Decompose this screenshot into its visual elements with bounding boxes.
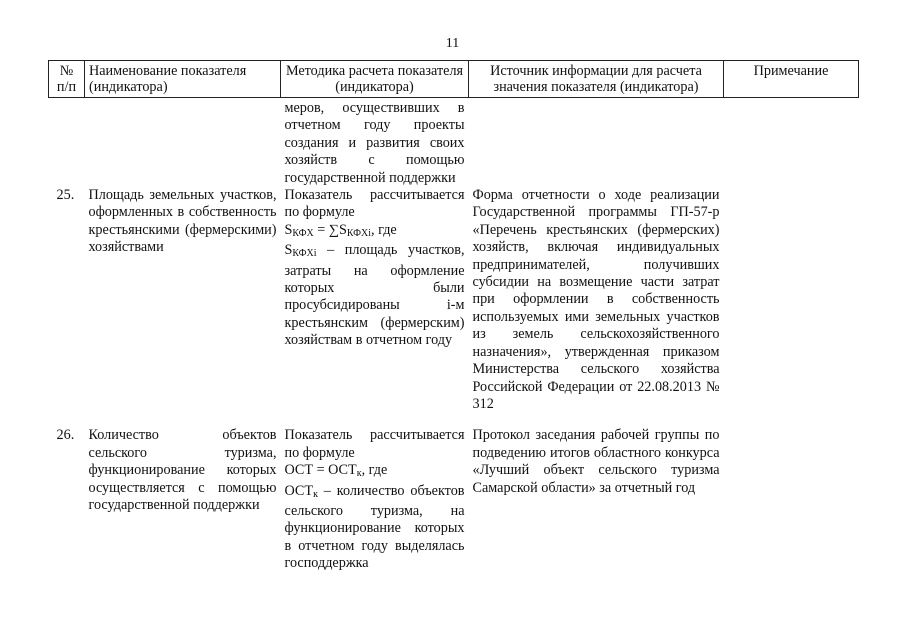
cell-source <box>469 98 724 188</box>
cell-num <box>49 98 85 188</box>
indicator-note <box>724 187 859 413</box>
indicator-source: Форма отчетности о ходе реализации Государственной программы ГП-57-р «Перечень крестьянских (фермерских) хозяйств, включая индивидуальных предпринимателей, получивших субсидии на возмещение части затрат при оформлении в собственность используемых ими земельных участков из земель сельскохозяйственного назначения», утвержденная приказом Министерства сельского хозяйства Российской Федерации от 22.08.2013 № 312 <box>472 187 720 412</box>
header-method: Методика расчета показателя (индикатора) <box>281 61 469 98</box>
method-intro: Показатель рассчитывается по формуле <box>284 187 465 221</box>
table-row <box>49 187 859 413</box>
indicator-name: Количество объектов сельского туризма, функционирование которых осуществляется с помощью государственной поддержки <box>88 427 277 513</box>
method-intro: Показатель рассчитывается по формуле <box>284 427 465 461</box>
header-name: Наименование показателя (индикатора) <box>85 61 281 98</box>
indicator-method <box>281 187 469 413</box>
indicator-name: Площадь земельных участков, оформленных в собственность крестьянскими (фермерскими) хозяйствами <box>88 187 277 256</box>
formula-definition: $ОСТ_к$ – количество объектов сельского туризма, на функционирование которых в отчетном году выделялась господдержка <box>284 482 465 572</box>
indicator-method <box>281 413 469 572</box>
indicator-source: Протокол заседания рабочей группы по подведению итогов областного конкурса «Лучший объект сельского туризма Самарской области» за отчетный год <box>472 427 720 496</box>
table-header-row <box>49 61 859 98</box>
table-row <box>49 98 859 188</box>
header-source: Источник информации для расчета значения показателя (индикатора) <box>469 61 724 98</box>
cell-name <box>85 98 281 188</box>
indicators-table <box>48 60 859 573</box>
formula-definition: $S_{КФХi}$ – площадь участков, затраты на оформление которых были просубсидированы i-м крестьянским (фермерским) хозяйствам в отчетном году <box>284 242 465 349</box>
row-number: 26. <box>56 427 75 444</box>
indicator-note <box>724 413 859 572</box>
page-number: 11 <box>445 36 460 51</box>
formula: $S_{КФХ} = \sum S_{КФХi}$, где <box>284 221 397 239</box>
table-row <box>49 413 859 572</box>
formula: ОСТ = $ОСТ_к$, где <box>284 462 388 480</box>
header-num: № п/п <box>49 61 85 98</box>
header-note: Примечание <box>724 61 859 98</box>
row-number: 25. <box>56 187 75 204</box>
cell-note <box>724 98 859 188</box>
cell-method: меров, осуществивших в отчетном году проекты создания и развития своих хозяйств с помощью государственной поддержки <box>284 100 465 186</box>
